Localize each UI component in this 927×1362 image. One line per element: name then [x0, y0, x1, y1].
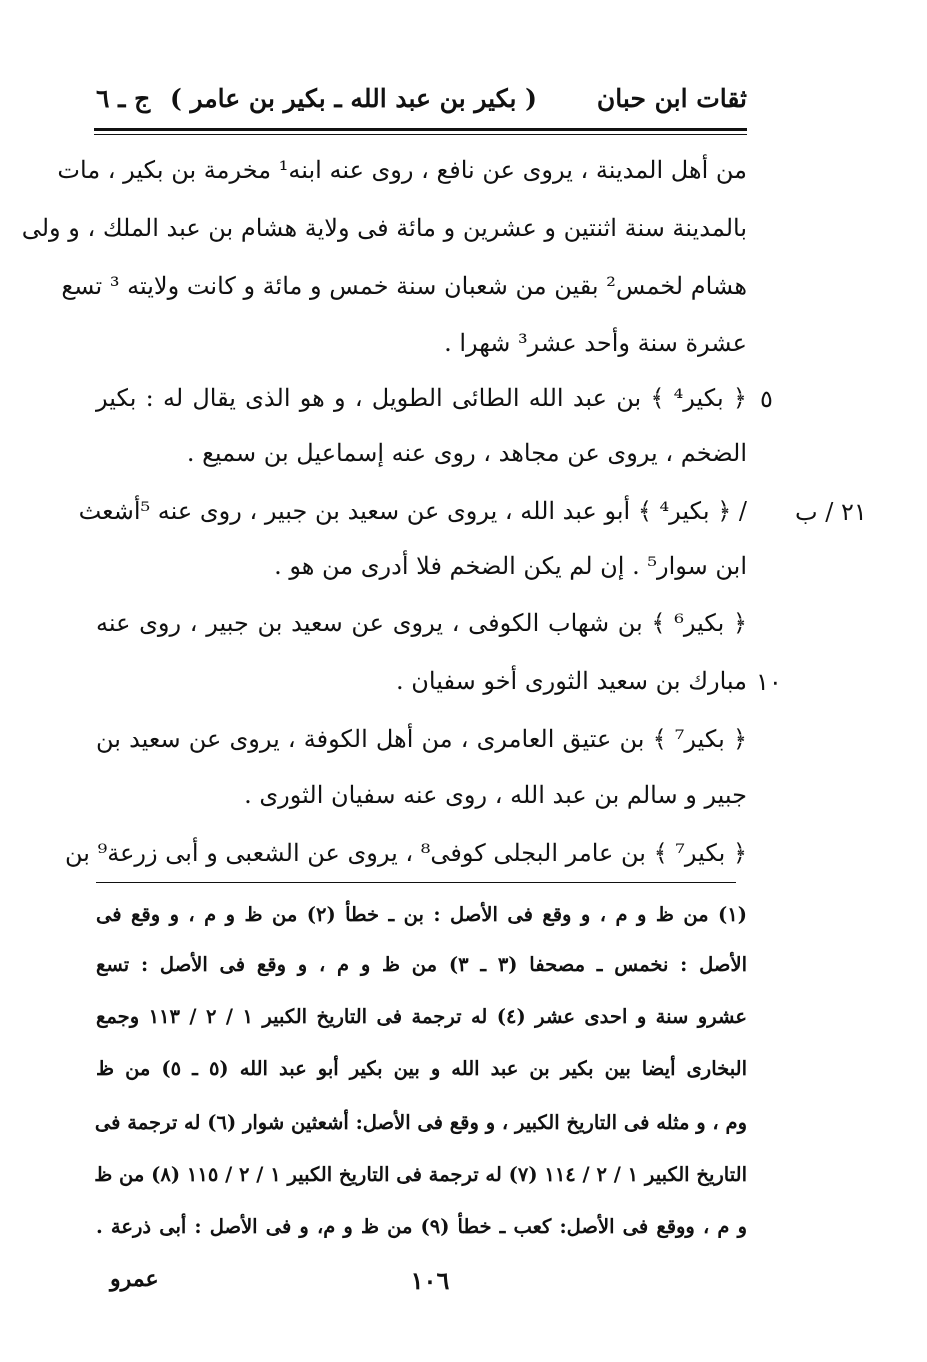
body-line: هشام لخمس² بقين من شعبان سنة خمس و مائة و كانت ولايته ³ تسع — [61, 272, 747, 300]
body-line: ﴿ بكير⁴ ﴾ بن عبد الله الطائى الطويل ، و هو الذى يقال له : بكير — [96, 384, 747, 412]
body-line: بالمدينة سنة اثنتين و عشرين و مائة فى ولاية هشام بن عبد الملك ، و ولى — [21, 214, 747, 242]
body-line: جبير و سالم بن عبد الله ، روى عنه سفيان الثورى . — [244, 781, 747, 809]
footnote-line: عشرو سنة و احدى عشر (٤) له ترجمة فى التاريخ الكبير ١ / ٢ / ١١٣ وجمع — [96, 1005, 747, 1028]
footnote-line: البخارى أيضا بين بكير بن عبد الله و بين بكير أبو عبد الله (٥ ـ ٥) من ظ — [96, 1057, 747, 1080]
header-section-title: ( بكير بن عبد الله ـ بكير بن عامر ) — [169, 84, 537, 113]
footnote-line: (١) من ظ و م ، و وقع فى الأصل : بن ـ خطأ (٢) من ظ و م ، و وقع فى — [96, 903, 747, 926]
body-line: عشرة سنة وأحد عشر³ شهرا . — [444, 329, 747, 357]
body-line: الضخم ، يروى عن مجاهد ، روى عنه إسماعيل بن سميع . — [186, 439, 747, 467]
footnote-separator — [96, 882, 736, 883]
body-line: من أهل المدينة ، يروى عن نافع ، روى عنه ابنه¹ مخرمة بن بكير ، مات — [57, 156, 747, 184]
body-line: مبارك بن سعيد الثورى أخو سفيان . — [396, 667, 747, 695]
footnote-line: وم ، و مثله فى التاريخ الكبير ، و وقع فى الأصل: أشعثين شوار (٦) له ترجمة فى — [94, 1111, 747, 1134]
margin-line-number: ١٠ — [756, 668, 782, 696]
margin-folio-number: ٢١ / ب — [795, 498, 867, 526]
body-line: ﴿ بكير⁶ ﴾ بن شهاب الكوفى ، يروى عن سعيد بن جبير ، روى عنه — [96, 609, 748, 637]
page-number: ١٠٦ — [410, 1266, 450, 1295]
header-rule — [94, 128, 747, 134]
body-line: ابن سوار⁵ . إن لم يكن الضخم فلا أدرى من هو . — [274, 552, 747, 580]
footnote-line: التاريخ الكبير ١ / ٢ / ١١٤ (٧) له ترجمة فى التاريخ الكبير ١ / ٢ / ١١٥ (٨) من ظ — [94, 1163, 747, 1186]
body-line: ﴿ بكير⁷ ﴾ بن عامر البجلى كوفى⁸ ، يروى عن الشعبى و أبى زرعة⁹ بن — [65, 839, 747, 867]
margin-line-number: ٥ — [760, 385, 773, 413]
footnote-line: الأصل : نخمس ـ مصحفا (٣ ـ ٣) من ظ و م ، و وقع فى الأصل : تسع — [96, 953, 748, 976]
body-line: ﴿ بكير⁷ ﴾ بن عتيق العامرى ، من أهل الكوفة ، يروى عن سعيد بن — [96, 725, 748, 753]
header-book-title: ثقات ابن حبان — [596, 84, 747, 113]
footnote-line: و م ، ووقع فى الأصل: كعب ـ خطأ (٩) من ظ و م، و فى الأصل : أبى ذرعة . — [96, 1215, 747, 1238]
catchword: عمرو — [110, 1266, 159, 1292]
body-line: / ﴿ بكير⁴ ﴾ أبو عبد الله ، يروى عن سعيد بن جبير ، روى عنه ⁵أشعث — [78, 497, 747, 525]
running-header — [96, 80, 747, 124]
header-volume: ج ـ ٦ — [96, 84, 151, 113]
